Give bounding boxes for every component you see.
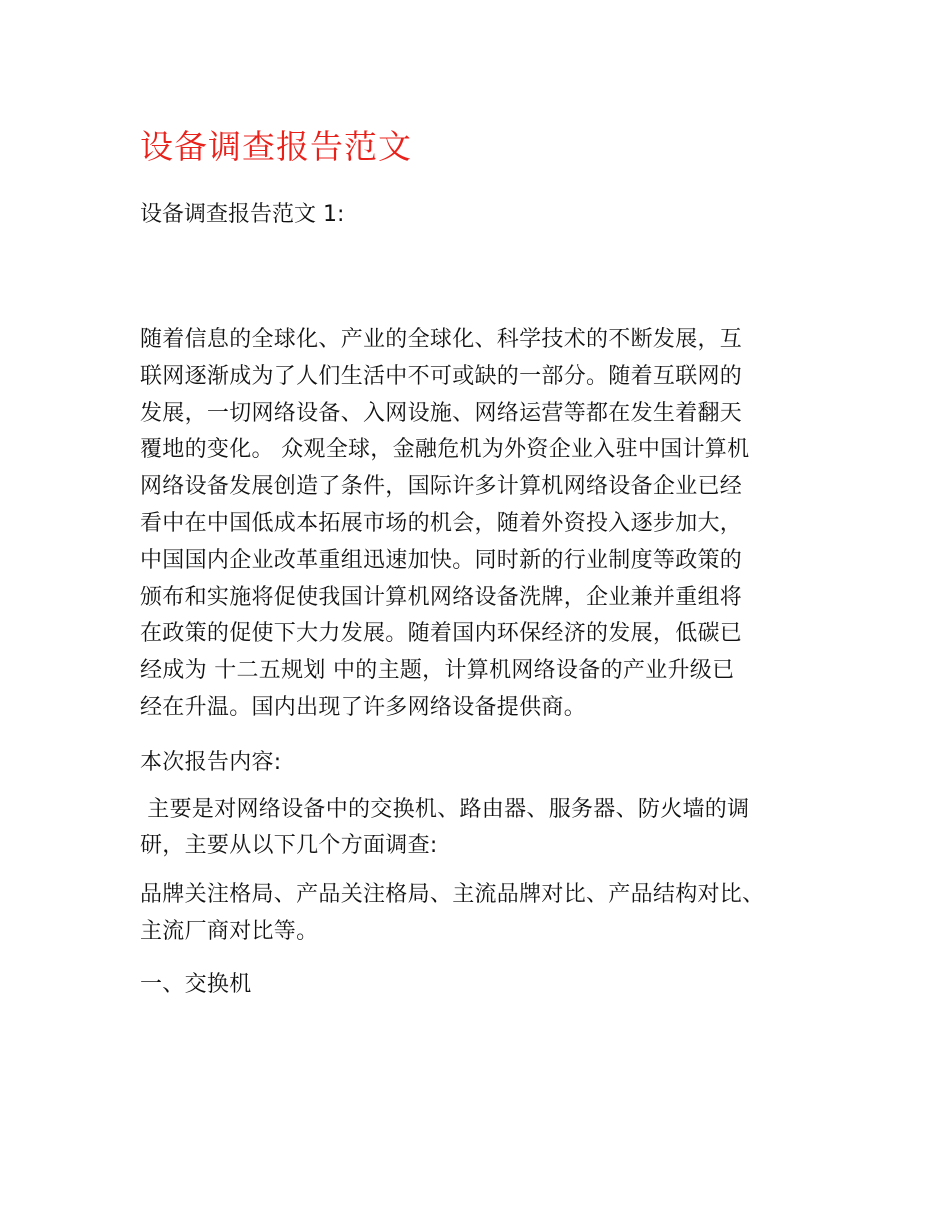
intro-line: 发展，一切网络设备、入网设施、网络运营等都在发生着翻天 [140,400,743,426]
aspects-line: 品牌关注格局、产品关注格局、主流品牌对比、产品结构对比、 [140,882,765,908]
aspects-paragraph [140,877,810,951]
intro-line: 联网逐渐成为了人们生活中不可或缺的一部分。随着互联网的 [140,363,743,389]
intro-line: 覆地的变化。 众观全球，金融危机为外资企业入驻中国计算机 [140,437,750,463]
focus-paragraph [140,792,810,866]
intro-line: 中国国内企业改革重组迅速加快。同时新的行业制度等政策的 [140,547,743,573]
document-page [140,118,810,1004]
focus-line: 主要是对网络设备中的交换机、路由器、服务器、防火墙的调 [140,796,750,822]
intro-paragraph [140,322,810,727]
intro-line: 经成为 十二五规划 中的主题，计算机网络设备的产业升级已 [140,658,735,684]
intro-line: 颁布和实施将促使我国计算机网络设备洗牌，企业兼并重组将 [140,584,743,610]
section-heading: 一、交换机 [140,971,252,997]
intro-line: 经在升温。国内出现了许多网络设备提供商。 [140,694,587,720]
intro-line: 在政策的促使下大力发展。随着国内环保经济的发展，低碳已 [140,621,743,647]
document-title: 设备调查报告范文 [140,127,412,166]
aspects-line: 主流厂商对比等。 [140,918,319,944]
focus-line: 研，主要从以下几个方面调查: [140,833,438,859]
document-subtitle: 设备调查报告范文 1: [140,202,345,227]
content-label: 本次报告内容: [140,749,282,775]
intro-line: 看中在中国低成本拓展市场的机会，随着外资投入逐步加大， [140,510,743,536]
intro-line: 随着信息的全球化、产业的全球化、科学技术的不断发展，互 [140,327,743,352]
intro-line: 网络设备发展创造了条件，国际许多计算机网络设备企业已经 [140,474,743,500]
